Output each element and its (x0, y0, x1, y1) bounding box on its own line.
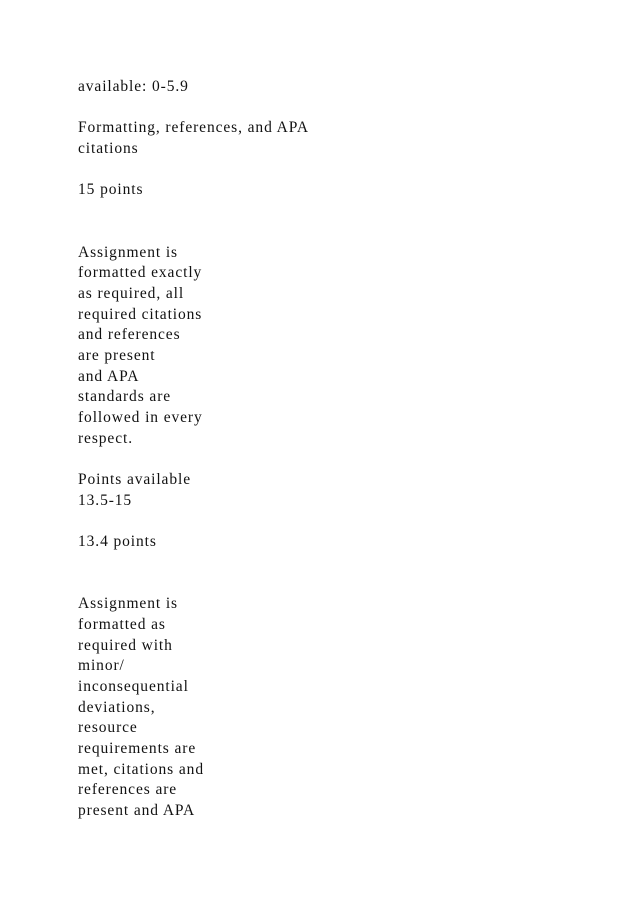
text-line: requirements are (78, 740, 197, 757)
text-line: Assignment is (78, 595, 178, 613)
blank-line (78, 511, 558, 532)
text-line: inconsequential (78, 677, 189, 695)
blank-line (78, 553, 558, 574)
text-line: 13.5-15 (78, 491, 133, 509)
blank-line (78, 160, 558, 181)
blank-line (78, 222, 558, 243)
text-line: required citations (78, 305, 203, 323)
text-line: standards are (78, 388, 172, 406)
text-line: are present (78, 346, 156, 364)
blank-line (78, 449, 558, 470)
text-line: and APA (78, 367, 140, 385)
text-line: present and APA (78, 802, 196, 820)
text-line: met, citations and (78, 760, 204, 778)
text-line: formatted exactly (78, 264, 203, 282)
blank-line (78, 574, 558, 595)
text-line: Points available (78, 471, 191, 489)
blank-line (78, 98, 558, 119)
text-line: Assignment is (78, 243, 178, 261)
text-line: minor/ (78, 657, 125, 675)
text-line: resource (78, 719, 138, 737)
text-line: formatted as (78, 615, 166, 633)
text-line: references are (78, 781, 178, 799)
text-line: respect. (78, 429, 133, 447)
text-line: Formatting, references, and APA (78, 119, 309, 137)
text-line: deviations, (78, 698, 156, 716)
text-line: as required, all (78, 284, 185, 302)
rubric-text (78, 77, 558, 822)
text-line: 13.4 points (78, 533, 157, 551)
text-line: available: 0-5.9 (78, 78, 189, 95)
text-line: and references (78, 326, 181, 344)
text-line: required with (78, 636, 173, 654)
blank-line (78, 201, 558, 222)
text-line: followed in every (78, 409, 203, 426)
text-line: citations (78, 140, 139, 158)
text-line: 15 points (78, 181, 144, 199)
